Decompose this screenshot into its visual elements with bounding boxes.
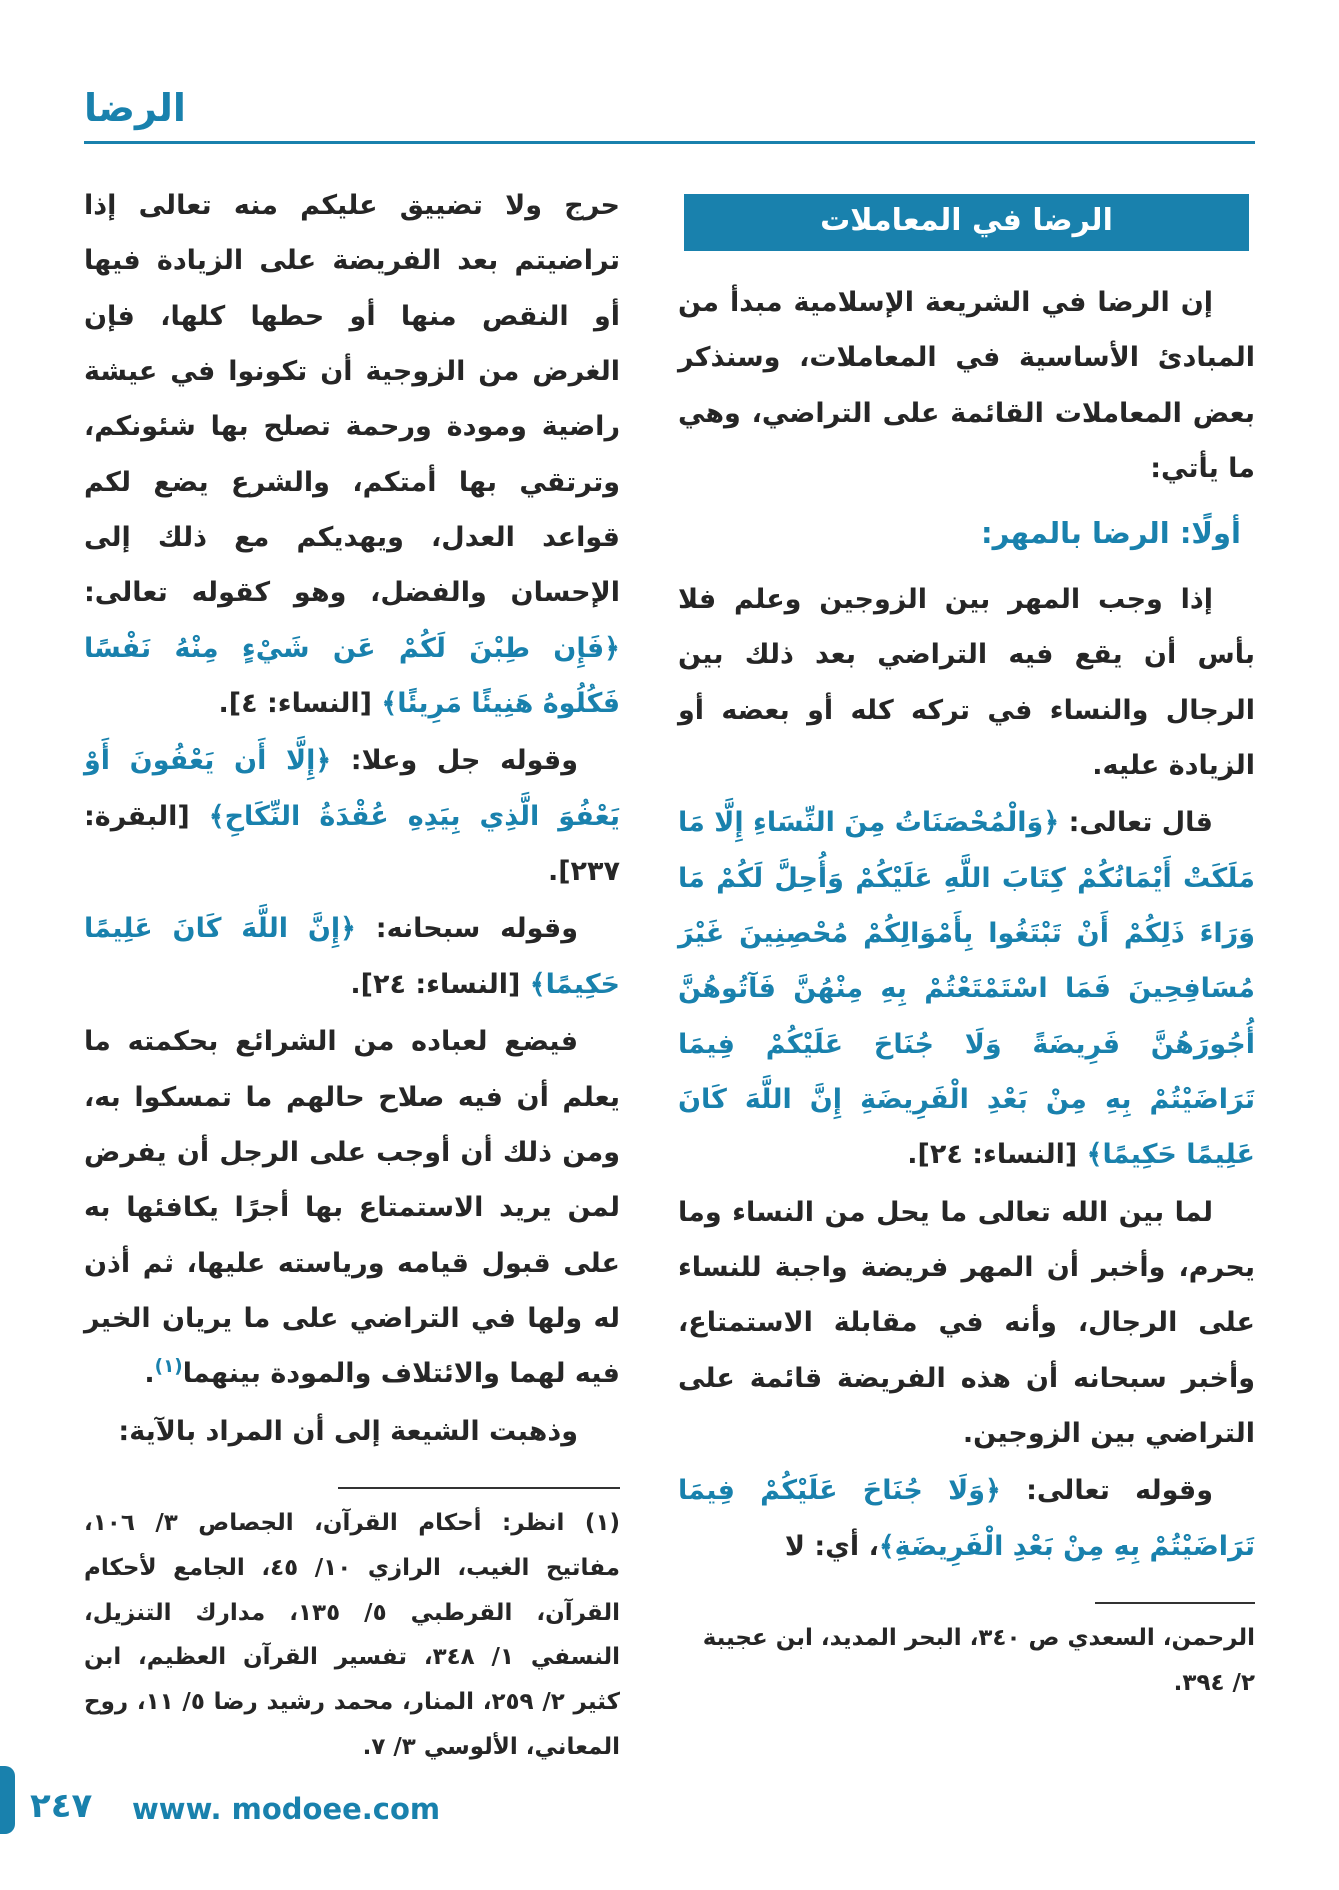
section-title-box: الرضا في المعاملات bbox=[684, 194, 1249, 251]
left-column-content bbox=[84, 178, 620, 1459]
paragraph bbox=[84, 1014, 620, 1401]
paragraph bbox=[84, 1404, 620, 1459]
footnote-separator-rule bbox=[1095, 1602, 1255, 1604]
footer-accent-bar bbox=[0, 1766, 15, 1834]
right-column bbox=[678, 178, 1255, 1706]
page-number: ٢٤٧ bbox=[30, 1786, 93, 1826]
quran-verse: ﴿وَلَا جُنَاحَ عَلَيْكُمْ فِيمَا تَرَاضَيْتُمْ بِهِ مِنْ بَعْدِ الْفَرِيضَةِ﴾ bbox=[678, 1475, 1255, 1562]
quran-verse: ﴿إِلَّا أَن يَعْفُونَ أَوْ يَعْفُوَ الَّذِي بِيَدِهِ عُقْدَةُ النِّكَاحِ﴾ bbox=[84, 745, 621, 832]
right-column-content bbox=[678, 275, 1255, 1574]
paragraph bbox=[84, 901, 620, 1012]
quran-verse: ﴿إِنَّ اللَّهَ كَانَ عَلِيمًا حَكِيمًا﴾ bbox=[84, 913, 620, 1000]
text-run: لما بين الله تعالى ما يحل من النساء وما يحرم، وأخبر أن المهر فريضة واجبة للنساء على الرجال، وأنه في مقابلة الاستمتاع، وأخبر سبحانه أن هذه الفريضة قائمة على التراضي بين الزوجين. bbox=[678, 1196, 1255, 1449]
paragraph bbox=[678, 795, 1255, 1182]
text-columns bbox=[84, 178, 1255, 1770]
paragraph bbox=[84, 178, 620, 731]
text-run: إذا وجب المهر بين الزوجين وعلم فلا بأس أن يقع فيه التراضي بعد ذلك بين الرجال والنساء في تركه كله أو بعضه أو الزيادة عليه. bbox=[678, 583, 1255, 781]
text-run: وقوله سبحانه: bbox=[355, 913, 578, 945]
quran-verse: ﴿فَإِن طِبْنَ لَكُمْ عَن شَيْءٍ مِنْهُ نَفْسًا فَكُلُوهُ هَنِيئًا مَرِيئًا﴾ bbox=[84, 632, 620, 720]
footnote-text: الرحمن، السعدي ص ٣٤٠، البحر المديد، ابن عجيبة ٢/ ٣٩٤. bbox=[702, 1625, 1255, 1696]
quran-verse: ﴿وَالْمُحْصَنَاتُ مِنَ النِّسَاءِ إِلَّا مَا مَلَكَتْ أَيْمَانُكُمْ كِتَابَ اللَّهِ عَلَيْكُمْ وَأُحِلَّ لَكُمْ مَا وَرَاءَ ذَلِكُمْ أَنْ تَبْتَغُوا بِأَمْوَالِكُمْ مُحْصِنِينَ غَيْرَ مُسَافِحِينَ فَمَا اسْتَمْتَعْتُمْ بِهِ مِنْهُنَّ فَآتُوهُنَّ أُجُورَهُنَّ فَرِيضَةً وَلَا جُنَاحَ عَلَيْكُمْ فِيمَا تَرَاضَيْتُمْ بِهِ مِنْ بَعْدِ الْفَرِيضَةِ إِنَّ اللَّهَ كَانَ عَلِيمًا حَكِيمًا﴾ bbox=[678, 807, 1255, 1171]
text-run: وقوله جل وعلا: bbox=[331, 745, 578, 777]
text-run: إن الرضا في الشريعة الإسلامية مبدأ من المبادئ الأساسية في المعاملات، وسنذكر بعض المعاملات القائمة على التراضي، وهي ما يأتي: bbox=[678, 287, 1255, 485]
website-url: www. modoee.com bbox=[132, 1792, 441, 1826]
running-head-title: الرضا bbox=[84, 86, 186, 130]
text-run: حرج ولا تضييق عليكم منه تعالى إذا تراضيتم بعد الفريضة على الزيادة فيها أو النقص منها أو حطها كلها، فإن الغرض من الزوجية أن تكونوا في عيشة راضية ومودة ورحمة تصلح بها شئونكم، وترتقي بها أمتكم، والشرع يضع لكم قواعد العدل، ويهديكم مع ذلك إلى الإحسان والفضل، وهو كقوله تعالى: bbox=[84, 190, 620, 609]
quran-verse: أولًا: الرضا بالمهر: bbox=[980, 516, 1241, 551]
left-column-footnote bbox=[84, 1487, 620, 1770]
paragraph bbox=[678, 1185, 1255, 1462]
text-run: [النساء: ٢٤]. bbox=[350, 968, 530, 1000]
paragraph bbox=[678, 572, 1255, 793]
paragraph bbox=[84, 733, 620, 899]
text-run: قال تعالى: bbox=[1059, 807, 1213, 839]
text-run: [النساء: ٢٤]. bbox=[907, 1139, 1087, 1171]
header-rule bbox=[84, 141, 1255, 144]
footnote-text: (١) انظر: أحكام القرآن، الجصاص ٣/ ١٠٦، مفاتيح الغيب، الرازي ١٠/ ٤٥، الجامع لأحكام القرآن، القرطبي ٥/ ١٣٥، مدارك التنزيل، النسفي ١/ ٣٤٨، تفسير القرآن العظيم، ابن كثير ٢/ ٢٥٩، المنار، محمد رشيد رضا ٥/ ١١، روح المعاني، الألوسي ٣/ ٧. bbox=[84, 1509, 621, 1761]
left-column bbox=[84, 178, 620, 1770]
subsection-heading bbox=[678, 504, 1255, 563]
text-run: فيضع لعباده من الشرائع بحكمته ما يعلم أن فيه صلاح حالهم ما تمسكوا به، ومن ذلك أن أوجب على الرجل أن يفرض لمن يريد الاستمتاع بها أجرًا يكافئها به على قبول قيامه ورياسته عليها، ثم أذن له ولها في التراضي على ما يريان الخير فيه لهما والائتلاف والمودة بينهما bbox=[84, 1026, 620, 1390]
text-run: وذهبت الشيعة إلى أن المراد بالآية: bbox=[118, 1415, 578, 1447]
footnote-marker: (١) bbox=[154, 1356, 183, 1378]
text-run: . bbox=[144, 1358, 155, 1390]
text-run: وقوله تعالى: bbox=[1000, 1475, 1213, 1507]
text-run: ، أي: لا bbox=[784, 1530, 879, 1562]
footnote-separator-rule bbox=[338, 1487, 620, 1489]
right-column-footnote bbox=[678, 1602, 1255, 1706]
text-run: [البقرة: ٢٣٧]. bbox=[84, 800, 620, 888]
paragraph bbox=[678, 275, 1255, 496]
text-run: [النساء: ٤]. bbox=[218, 688, 382, 720]
paragraph bbox=[678, 1463, 1255, 1574]
